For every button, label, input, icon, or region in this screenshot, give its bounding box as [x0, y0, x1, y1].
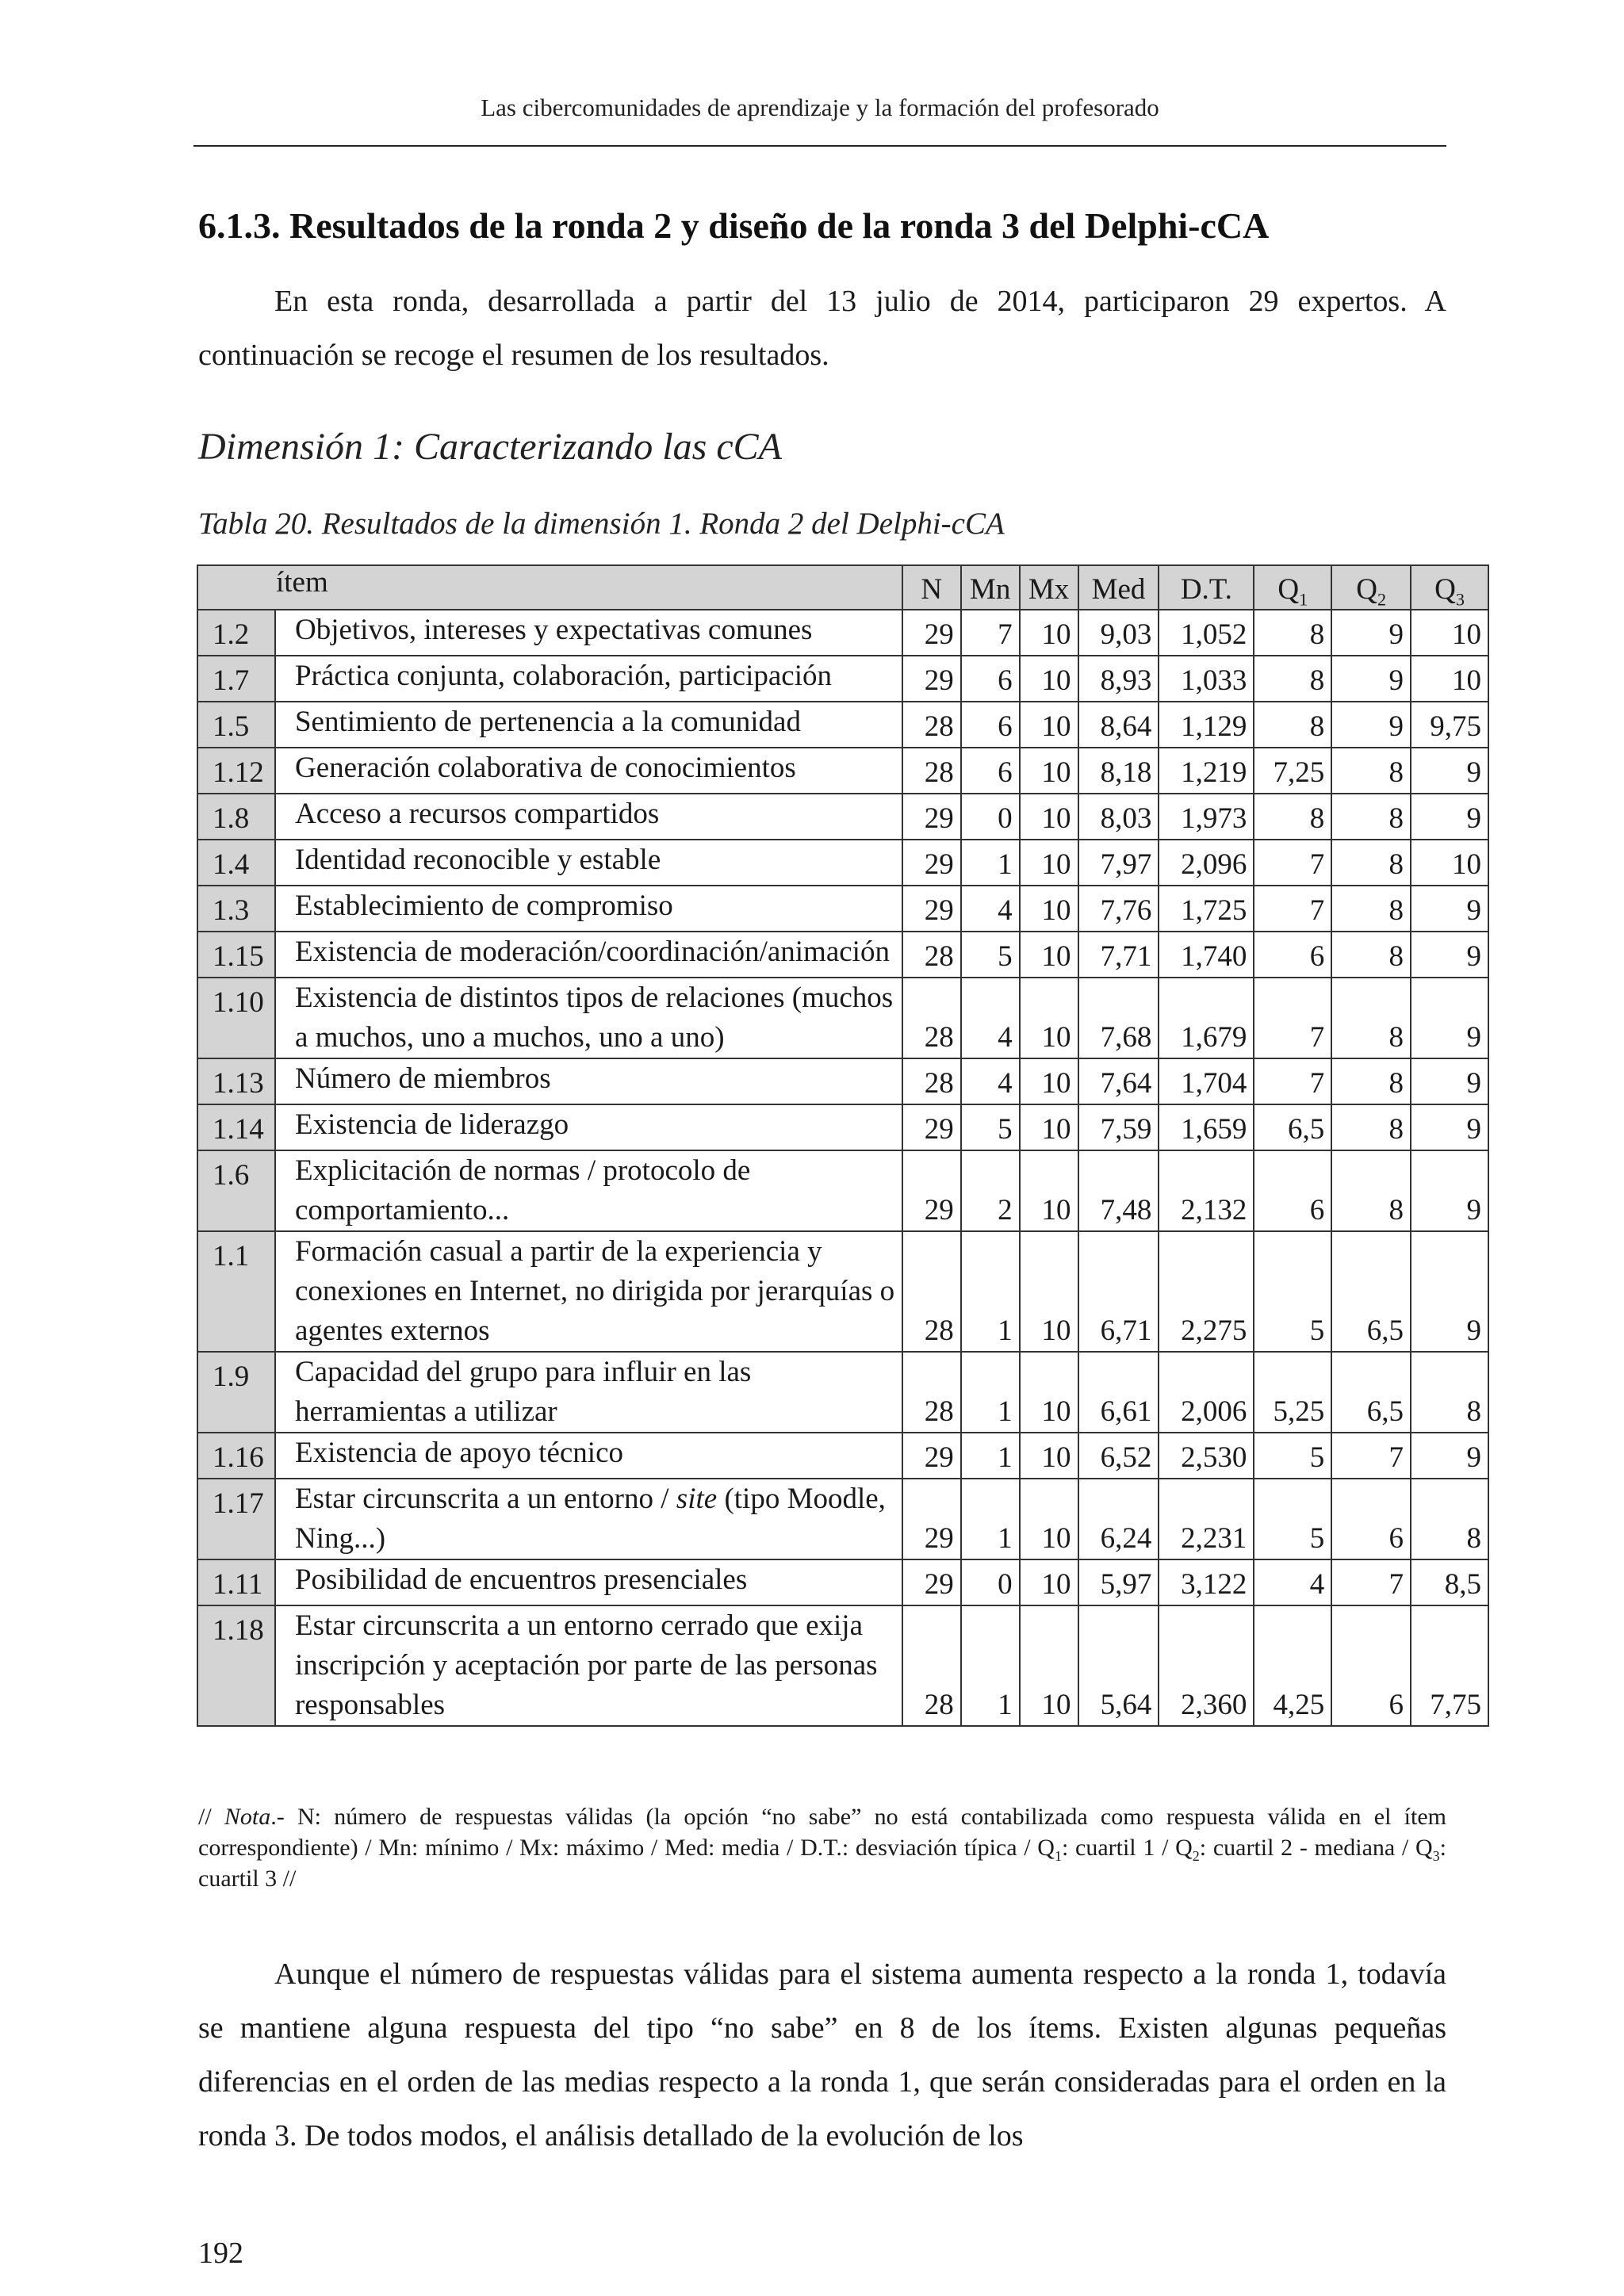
value-q3: 8 [1411, 1352, 1488, 1433]
value-q2: 8 [1331, 978, 1411, 1058]
value-med: 5,64 [1078, 1605, 1159, 1726]
value-q2: 8 [1331, 794, 1411, 840]
value-q1: 6 [1254, 932, 1331, 978]
value-dt: 1,129 [1159, 702, 1254, 748]
value-q3: 8,5 [1411, 1559, 1488, 1605]
value-n: 29 [902, 794, 961, 840]
value-med: 7,48 [1078, 1150, 1159, 1231]
value-med: 5,97 [1078, 1559, 1159, 1605]
table-note: // Nota.- N: número de respuestas válidas (la opción “no sabe” no está contabilizada como respuesta válida en el ítem correspondiente) / Mn: mínimo / Mx: máximo / Med: media / D.T.: desviación típica / $Q_1$: cuartil $1 / Q_2$: cuartil 2 - mediana / $Q_3$: cuartil 3 // [198, 1804, 1446, 1892]
value-q2: 8 [1331, 886, 1411, 932]
value-q2: 6 [1331, 1605, 1411, 1726]
value-q1: 8 [1254, 702, 1331, 748]
value-q3: 9 [1411, 886, 1488, 932]
table-row [197, 1231, 1488, 1352]
header-q3: $Q_3$ [1411, 565, 1488, 610]
item-text: Objetivos, intereses y expectativas comunes [275, 610, 902, 656]
value-q2: 8 [1331, 1104, 1411, 1150]
value-mn: 5 [961, 932, 1020, 978]
item-id: 1.11 [197, 1559, 275, 1605]
value-q2: 6,5 [1331, 1231, 1411, 1352]
results-table [197, 564, 1489, 1727]
value-q1: 8 [1254, 656, 1331, 702]
item-text: Estar circunscrita a un entorno cerrado que exija inscripción y aceptación por parte de las personas responsables [275, 1605, 902, 1726]
value-med: 8,18 [1078, 748, 1159, 794]
value-mn: 5 [961, 1104, 1020, 1150]
header-n: N [902, 565, 961, 610]
value-mx: 10 [1020, 1104, 1078, 1150]
value-mx: 10 [1020, 1231, 1078, 1352]
value-mx: 10 [1020, 1352, 1078, 1433]
item-text: Existencia de moderación/coordinación/animación [275, 932, 902, 978]
value-q3: 9 [1411, 932, 1488, 978]
item-text: Generación colaborativa de conocimientos [275, 748, 902, 794]
value-n: 29 [902, 1433, 961, 1479]
item-id: 1.8 [197, 794, 275, 840]
value-med: 6,24 [1078, 1479, 1159, 1559]
item-id: 1.14 [197, 1104, 275, 1150]
value-dt: 2,360 [1159, 1605, 1254, 1726]
value-mx: 10 [1020, 840, 1078, 886]
value-n: 28 [902, 1231, 961, 1352]
value-med: 6,71 [1078, 1231, 1159, 1352]
table-row [197, 610, 1488, 656]
value-q3: 9 [1411, 1058, 1488, 1104]
value-dt: 2,132 [1159, 1150, 1254, 1231]
value-dt: 1,973 [1159, 794, 1254, 840]
item-text: Estar circunscrita a un entorno / site (tipo Moodle, Ning...) [275, 1479, 902, 1559]
item-text: Formación casual a partir de la experiencia y conexiones en Internet, no dirigida por jerarquías o agentes externos [275, 1231, 902, 1352]
value-dt: 1,679 [1159, 978, 1254, 1058]
value-mn: 1 [961, 1479, 1020, 1559]
header-q2: $Q_2$ [1331, 565, 1411, 610]
item-text: Existencia de distintos tipos de relaciones (muchos a muchos, uno a muchos, uno a uno) [275, 978, 902, 1058]
value-n: 28 [902, 1058, 961, 1104]
value-q1: 6 [1254, 1150, 1331, 1231]
value-q3: 9 [1411, 1231, 1488, 1352]
value-dt: 1,033 [1159, 656, 1254, 702]
value-q2: 6 [1331, 1479, 1411, 1559]
value-q3: 8 [1411, 1479, 1488, 1559]
value-n: 28 [902, 748, 961, 794]
value-q1: 5 [1254, 1433, 1331, 1479]
value-dt: 3,122 [1159, 1559, 1254, 1605]
value-med: 7,97 [1078, 840, 1159, 886]
value-mx: 10 [1020, 1605, 1078, 1726]
value-n: 29 [902, 1559, 961, 1605]
item-text: Explicitación de normas / protocolo de comportamiento... [275, 1150, 902, 1231]
running-header: Las cibercomunidades de aprendizaje y la formación del profesorado [481, 94, 1159, 121]
value-q3: 9 [1411, 1150, 1488, 1231]
value-mx: 10 [1020, 702, 1078, 748]
value-mx: 10 [1020, 1150, 1078, 1231]
value-mn: 2 [961, 1150, 1020, 1231]
table-row [197, 1352, 1488, 1433]
table-row [197, 1605, 1488, 1726]
value-med: 7,59 [1078, 1104, 1159, 1150]
value-q2: 9 [1331, 702, 1411, 748]
item-id: 1.17 [197, 1479, 275, 1559]
value-mx: 10 [1020, 978, 1078, 1058]
value-q3: 10 [1411, 840, 1488, 886]
item-id: 1.18 [197, 1605, 275, 1726]
value-q1: 7,25 [1254, 748, 1331, 794]
item-id: 1.12 [197, 748, 275, 794]
closing-paragraph: Aunque el número de respuestas válidas para el sistema aumenta respecto a la ronda 1, todavía se mantiene alguna respuesta del tipo “no sabe” en 8 de los ítems. Existen algunas pequeñas diferencias en el orden de las medias respecto a la ronda 1, que serán consideradas para el orden en la ronda 3. De todos modos, el análisis detallado de la evolución de los [198, 1957, 1446, 2152]
value-med: 6,61 [1078, 1352, 1159, 1433]
value-q1: 6,5 [1254, 1104, 1331, 1150]
table-row [197, 978, 1488, 1058]
value-n: 29 [902, 1479, 961, 1559]
value-q3: 9 [1411, 1433, 1488, 1479]
value-mn: 0 [961, 794, 1020, 840]
value-med: 8,64 [1078, 702, 1159, 748]
value-n: 29 [902, 610, 961, 656]
table-row [197, 794, 1488, 840]
value-mx: 10 [1020, 610, 1078, 656]
value-mn: 7 [961, 610, 1020, 656]
value-med: 8,93 [1078, 656, 1159, 702]
value-q3: 9 [1411, 748, 1488, 794]
value-q2: 7 [1331, 1433, 1411, 1479]
item-id: 1.4 [197, 840, 275, 886]
item-id: 1.10 [197, 978, 275, 1058]
item-text: Práctica conjunta, colaboración, participación [275, 656, 902, 702]
value-dt: 2,006 [1159, 1352, 1254, 1433]
value-q1: 4 [1254, 1559, 1331, 1605]
header-rule [193, 145, 1446, 147]
value-med: 9,03 [1078, 610, 1159, 656]
value-dt: 2,096 [1159, 840, 1254, 886]
value-med: 6,52 [1078, 1433, 1159, 1479]
table-row [197, 932, 1488, 978]
value-q2: 8 [1331, 748, 1411, 794]
value-mx: 10 [1020, 1433, 1078, 1479]
value-q1: 5,25 [1254, 1352, 1331, 1433]
item-text: Existencia de apoyo técnico [275, 1433, 902, 1479]
value-mn: 0 [961, 1559, 1020, 1605]
item-text: Identidad reconocible y estable [275, 840, 902, 886]
value-q2: 8 [1331, 1058, 1411, 1104]
header-item: ítem [197, 565, 902, 610]
value-dt: 2,275 [1159, 1231, 1254, 1352]
item-text: Establecimiento de compromiso [275, 886, 902, 932]
table-row [197, 702, 1488, 748]
value-q1: 8 [1254, 794, 1331, 840]
item-text: Capacidad del grupo para influir en las herramientas a utilizar [275, 1352, 902, 1433]
value-n: 28 [902, 1605, 961, 1726]
value-mx: 10 [1020, 794, 1078, 840]
item-id: 1.1 [197, 1231, 275, 1352]
value-mx: 10 [1020, 1559, 1078, 1605]
value-mn: 4 [961, 978, 1020, 1058]
page-number: 192 [198, 2237, 243, 2270]
value-q3: 9 [1411, 978, 1488, 1058]
header-mn: Mn [961, 565, 1020, 610]
value-n: 28 [902, 1352, 961, 1433]
value-q1: 4,25 [1254, 1605, 1331, 1726]
value-mn: 1 [961, 1352, 1020, 1433]
value-n: 29 [902, 656, 961, 702]
item-id: 1.13 [197, 1058, 275, 1104]
value-mn: 4 [961, 1058, 1020, 1104]
value-mn: 1 [961, 1433, 1020, 1479]
value-q2: 8 [1331, 932, 1411, 978]
value-mn: 1 [961, 1605, 1020, 1726]
header-dt: D.T. [1159, 565, 1254, 610]
value-n: 28 [902, 978, 961, 1058]
value-q2: 8 [1331, 1150, 1411, 1231]
table-row [197, 1479, 1488, 1559]
item-text: Posibilidad de encuentros presenciales [275, 1559, 902, 1605]
value-q3: 10 [1411, 610, 1488, 656]
value-q1: 7 [1254, 886, 1331, 932]
table-row [197, 1559, 1488, 1605]
value-q2: 6,5 [1331, 1352, 1411, 1433]
item-id: 1.16 [197, 1433, 275, 1479]
item-text: Número de miembros [275, 1058, 902, 1104]
value-med: 7,68 [1078, 978, 1159, 1058]
value-dt: 1,219 [1159, 748, 1254, 794]
section-title: 6.1.3. Resultados de la ronda 2 y diseño de la ronda 3 del Delphi-cCA [198, 205, 1270, 246]
value-mn: 1 [961, 1231, 1020, 1352]
value-mn: 4 [961, 886, 1020, 932]
value-dt: 1,740 [1159, 932, 1254, 978]
table-row [197, 1104, 1488, 1150]
value-mn: 1 [961, 840, 1020, 886]
value-mn: 6 [961, 656, 1020, 702]
value-q1: 5 [1254, 1479, 1331, 1559]
value-q1: 7 [1254, 840, 1331, 886]
value-mn: 6 [961, 702, 1020, 748]
header-med: Med [1078, 565, 1159, 610]
item-text: Acceso a recursos compartidos [275, 794, 902, 840]
value-q1: 8 [1254, 610, 1331, 656]
value-dt: 2,231 [1159, 1479, 1254, 1559]
value-q3: 9 [1411, 1104, 1488, 1150]
value-n: 29 [902, 1104, 961, 1150]
value-dt: 1,725 [1159, 886, 1254, 932]
value-q2: 9 [1331, 610, 1411, 656]
value-q3: 9 [1411, 794, 1488, 840]
table-caption: Tabla 20. Resultados de la dimensión 1. Ronda 2 del Delphi-cCA [198, 507, 1005, 541]
value-n: 28 [902, 702, 961, 748]
item-id: 1.2 [197, 610, 275, 656]
table-row [197, 1433, 1488, 1479]
item-text: Sentimiento de pertenencia a la comunidad [275, 702, 902, 748]
value-mn: 6 [961, 748, 1020, 794]
value-med: 7,76 [1078, 886, 1159, 932]
intro-paragraph: En esta ronda, desarrollada a partir del 13 julio de 2014, participaron 29 expertos. A continuación se recoge el resumen de los resultados. [198, 285, 1446, 372]
value-mx: 10 [1020, 748, 1078, 794]
value-dt: 1,704 [1159, 1058, 1254, 1104]
item-id: 1.6 [197, 1150, 275, 1231]
value-mx: 10 [1020, 1058, 1078, 1104]
dimension-title: Dimensión 1: Caracterizando las cCA [198, 426, 782, 468]
header-mx: Mx [1020, 565, 1078, 610]
value-med: 7,71 [1078, 932, 1159, 978]
item-id: 1.7 [197, 656, 275, 702]
item-id: 1.9 [197, 1352, 275, 1433]
table-header-row [197, 565, 1488, 610]
value-mx: 10 [1020, 656, 1078, 702]
table-row [197, 1150, 1488, 1231]
value-dt: 1,052 [1159, 610, 1254, 656]
value-med: 8,03 [1078, 794, 1159, 840]
value-n: 28 [902, 932, 961, 978]
table-row [197, 840, 1488, 886]
value-q2: 9 [1331, 656, 1411, 702]
value-dt: 2,530 [1159, 1433, 1254, 1479]
table-row [197, 1058, 1488, 1104]
table-row [197, 886, 1488, 932]
value-n: 29 [902, 1150, 961, 1231]
value-q1: 7 [1254, 1058, 1331, 1104]
value-q2: 7 [1331, 1559, 1411, 1605]
value-n: 29 [902, 886, 961, 932]
item-id: 1.5 [197, 702, 275, 748]
value-q2: 8 [1331, 840, 1411, 886]
value-q3: 10 [1411, 656, 1488, 702]
value-mx: 10 [1020, 932, 1078, 978]
item-text: Existencia de liderazgo [275, 1104, 902, 1150]
item-id: 1.3 [197, 886, 275, 932]
value-n: 29 [902, 840, 961, 886]
value-med: 7,64 [1078, 1058, 1159, 1104]
table-row [197, 748, 1488, 794]
value-dt: 1,659 [1159, 1104, 1254, 1150]
value-q3: 9,75 [1411, 702, 1488, 748]
table-row [197, 656, 1488, 702]
value-mx: 10 [1020, 1479, 1078, 1559]
value-mx: 10 [1020, 886, 1078, 932]
value-q1: 5 [1254, 1231, 1331, 1352]
item-id: 1.15 [197, 932, 275, 978]
header-q1: $Q_1$ [1254, 565, 1331, 610]
value-q1: 7 [1254, 978, 1331, 1058]
value-q3: 7,75 [1411, 1605, 1488, 1726]
